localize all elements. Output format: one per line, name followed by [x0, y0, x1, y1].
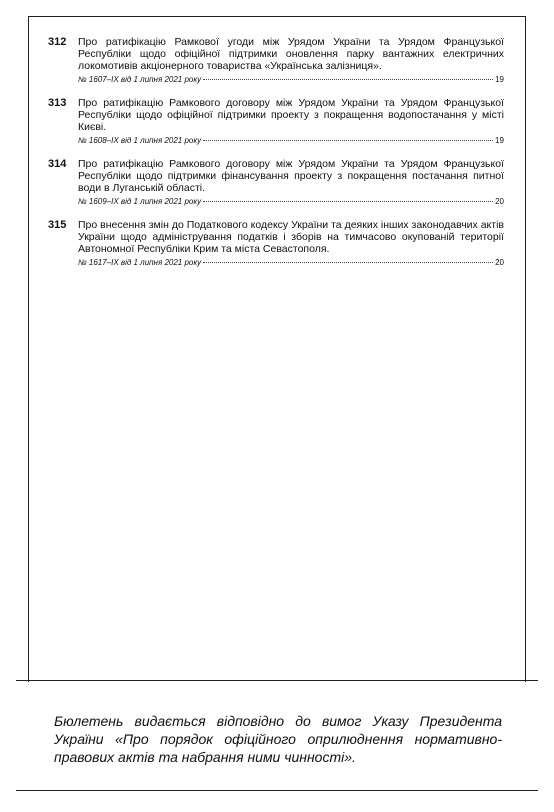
entry-number: 313: [48, 97, 67, 109]
footer-top-rule: [16, 680, 538, 681]
toc-entry-313: [48, 97, 504, 146]
entry-number: 315: [48, 219, 67, 231]
footer-bottom-rule: [16, 790, 538, 791]
entry-title: Про ратифікацію Рамкового договору між Урядом України та Урядом Французької Республіки щодо підтримки фінансування проекту з покращення постачання питної води в Луганській області.: [78, 158, 504, 194]
entry-reference-line: [78, 257, 504, 268]
entry-page-number: 19: [495, 75, 504, 84]
dot-leader: [203, 79, 493, 80]
bulletin-footer-note: Бюлетень видається відповідно до вимог Указу Президента України «Про порядок офіційного оприлюднення нормативно-правових актів та набрання ними чинності».: [54, 713, 502, 765]
entry-reference: № 1607–IX від 1 липня 2021 року: [78, 75, 202, 84]
entry-number: 314: [48, 158, 67, 170]
entry-reference-line: [78, 196, 504, 207]
entry-title: Про ратифікацію Рамкової угоди між Урядом України та Урядом Французької Республіки щодо офіційної підтримки оновлення парку вантажних електричних локомотивів акціонерного товариства «Українська залізниця».: [78, 36, 504, 72]
dot-leader: [203, 140, 493, 141]
entry-number: 312: [48, 36, 67, 48]
dot-leader: [203, 201, 493, 202]
entry-page-number: 20: [495, 258, 504, 267]
entry-reference: № 1609–IX від 1 липня 2021 року: [78, 197, 202, 206]
entry-reference-line: [78, 135, 504, 146]
toc-entry-312: [48, 36, 504, 85]
entry-page-number: 19: [495, 136, 504, 145]
entry-title: Про ратифікацію Рамкового договору між Урядом України та Урядом Французької Республіки щодо офіційної підтримки проекту з покращення водопостачання у місті Києві.: [78, 97, 504, 133]
toc-entry-315: [48, 219, 504, 268]
table-of-contents: [48, 36, 504, 280]
dot-leader: [203, 262, 493, 263]
entry-reference-line: [78, 74, 504, 85]
entry-reference: № 1608–IX від 1 липня 2021 року: [78, 136, 202, 145]
entry-page-number: 20: [495, 197, 504, 206]
entry-title: Про внесення змін до Податкового кодексу України та деяких інших законодавчих актів України щодо адміністрування податків і зборів на тимчасово окупованій території Автономної Республіки Крим та міста Севастополя.: [78, 219, 504, 255]
toc-entry-314: [48, 158, 504, 207]
entry-reference: № 1617–IX від 1 липня 2021 року: [78, 258, 202, 267]
